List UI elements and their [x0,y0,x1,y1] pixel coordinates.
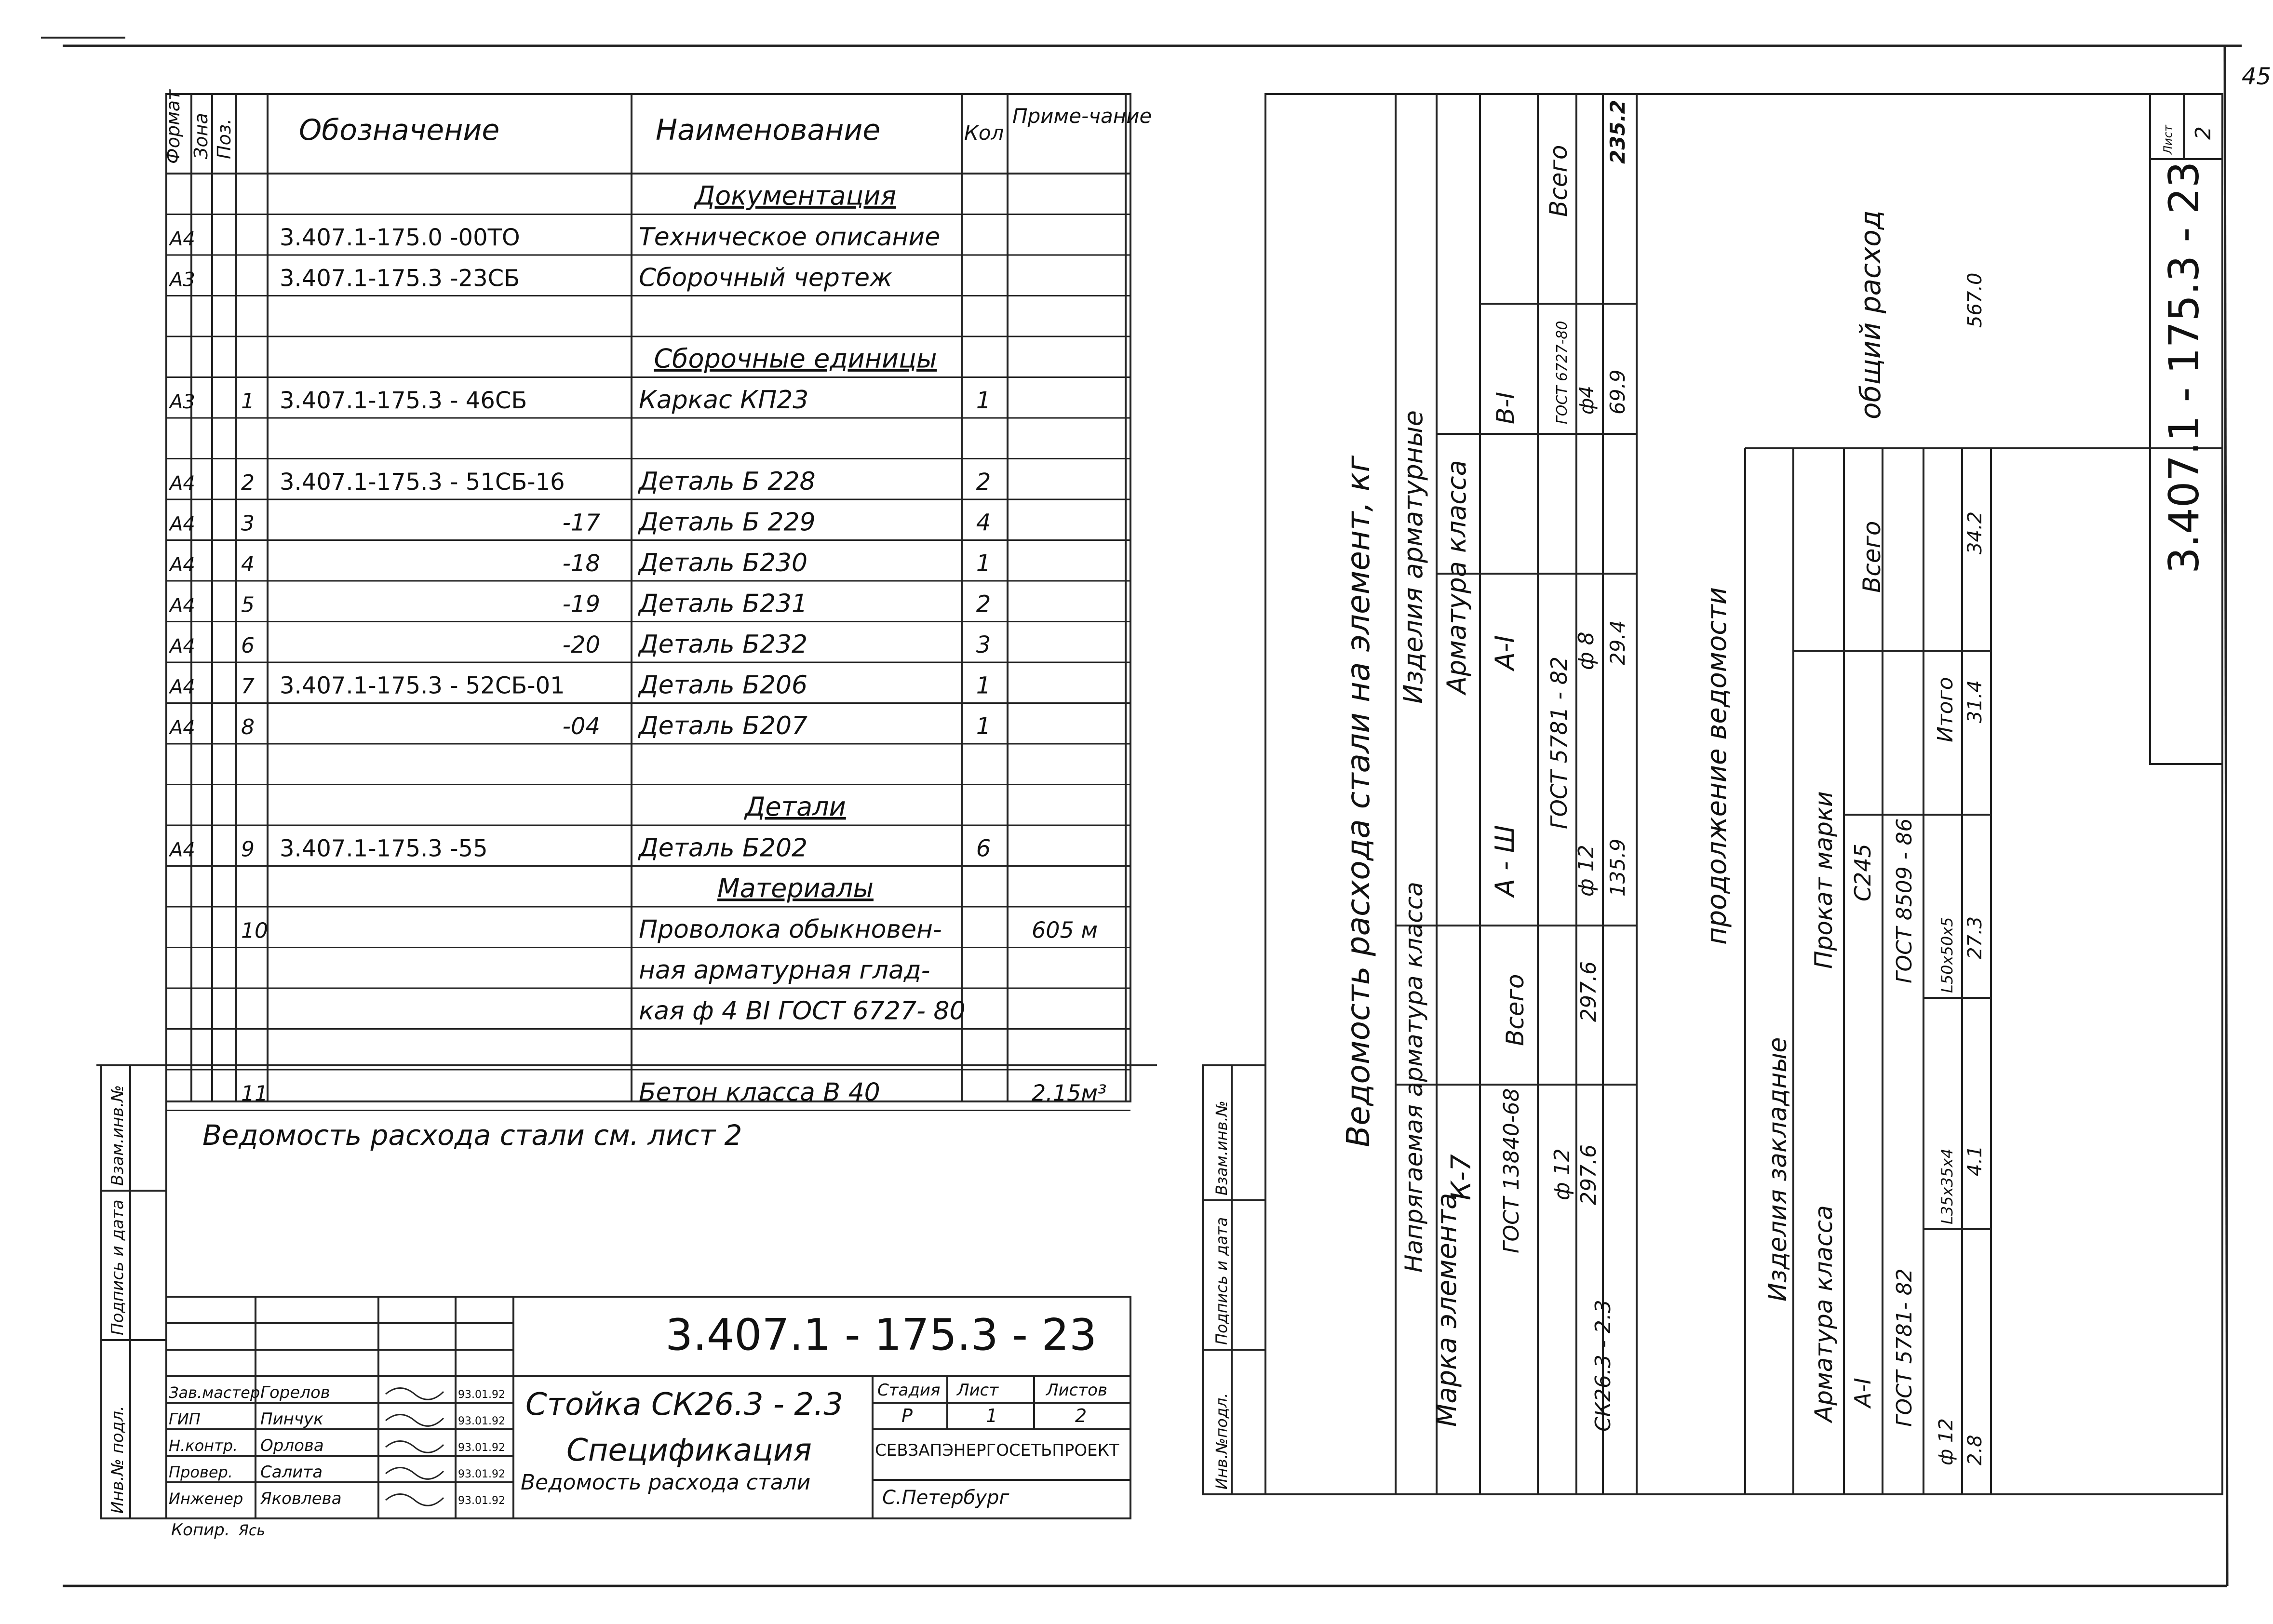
row-qty: 2 [976,469,991,496]
class-a1: А-I [1490,635,1520,670]
spec-rows [168,181,1107,1107]
row-qty: 1 [976,387,991,414]
signer-name: Яковлева [260,1489,342,1508]
steel-table-text [1340,100,2216,1465]
row-qty: 4 [976,509,991,537]
dia-4: ф4 [1576,386,1598,415]
rolled-header: Прокат марки [1810,791,1838,969]
row-name: Деталь Б202 [639,833,808,863]
prestressed-class: К-7 [1446,1154,1477,1200]
prestressed-total: 297.6 [1576,961,1601,1022]
row-name: Деталь Б206 [639,671,808,700]
row-pos: 8 [241,715,255,739]
spec-table-grid [96,94,1157,1101]
organization: СЕВЗАПЭНЕРГОСЕТЬПРОЕКТ [875,1441,1119,1460]
class-b1: В-I [1492,391,1520,424]
row-pos: 11 [241,1081,268,1106]
row-name: Деталь Б230 [639,549,808,577]
right-sheet-no: 2 [2191,126,2216,140]
rebar-header: Изделия арматурные [1398,410,1428,704]
row-designation: -20 [562,631,600,658]
sheet-value: 1 [986,1405,998,1426]
signature-mark [386,1468,444,1479]
row-pos: 7 [241,674,255,699]
right-sheet-label: Лист [2161,125,2175,154]
row-format: А4 [170,594,195,617]
prestressed-value: 297.6 [1576,1144,1601,1205]
sign-date: 93.01.92 [458,1389,505,1401]
role-label: Н.контр. [169,1436,238,1455]
stamp-vzam-inv: Взам.инв.№ [108,1085,127,1186]
col-name-header: Наименование [656,113,881,147]
product-name: Стойка СК26.3 - 2.3 [525,1387,844,1423]
prestressed-gost: ГОСТ 13840-68 [1499,1088,1524,1253]
embed-a1: А-I [1850,1378,1876,1408]
row-qty: 1 [976,550,991,577]
row-qty: 6 [976,835,991,862]
role-label: Зав.мастер. [169,1383,265,1402]
row-designation: -17 [562,509,600,537]
row-pos: 9 [241,837,255,862]
row-name: кая ф 4 ВI ГОСТ 6727- 80 [639,996,966,1026]
row-section-title: Детали [745,792,846,822]
prestressed-header: Напрягаемая арматура класса [1400,882,1428,1273]
embed-total-label: Всего [1858,521,1886,593]
signer-name: Орлова [260,1436,324,1455]
signature-mark [386,1494,444,1506]
row-note: 2.15м³ [1032,1080,1107,1106]
embed-total: 34.2 [1964,511,1986,554]
dia-8: ф 8 [1574,631,1599,670]
col-note-header: Приме-чание [1012,104,1152,128]
signature-mark [386,1415,444,1426]
city: С.Петербург [882,1487,1009,1509]
col-zone-header: Зона [190,113,212,159]
signature-mark [386,1388,444,1400]
r-stamp-vzam-inv: Взам.инв.№ [1212,1101,1231,1195]
row-section-title: Документация [695,180,896,211]
row-designation: -18 [562,550,600,577]
row-name: Сборочный чертеж [639,263,892,293]
angle-50: L50х50х5 [1938,917,1956,993]
subtotal-label: Итого [1933,677,1958,742]
row-designation: -19 [562,591,600,618]
stage-value: Р [901,1405,913,1426]
row-format: А4 [170,554,195,576]
row-format: А3 [170,391,195,413]
embed-header: Изделия закладные [1763,1037,1792,1302]
row-pos: 3 [241,511,255,536]
r-stamp-sign-date: Подпись и дата [1212,1217,1231,1345]
stamp-sign-date: Подпись и дата [108,1199,127,1335]
col-qty-header: Кол [964,121,1004,145]
row-name: Проволока обыкновен- [639,915,942,944]
col-format-header: Формат [162,89,184,164]
col-designation-header: Обозначение [299,113,500,147]
row-pos: 2 [241,470,255,495]
angle-35-val: 4.1 [1964,1145,1986,1176]
sign-date: 93.01.92 [458,1415,505,1427]
sheets-label: Листов [1046,1381,1108,1400]
row-format: А4 [170,839,195,861]
row-name: Техническое описание [639,223,941,252]
row-pos: 6 [241,633,255,658]
row-pos: 1 [241,389,255,414]
row-name: ная арматурная глад- [639,956,930,985]
row-pos: 5 [241,592,255,617]
page-corner-number: 45 [2242,63,2272,90]
row-qty: 1 [976,672,991,699]
r-stamp-inv-podl: Инв.№подл. [1212,1393,1231,1490]
doc-subtitle: Ведомость расхода стали [521,1470,811,1495]
val-8: 29.4 [1606,620,1629,665]
row-designation: -04 [562,713,600,740]
role-label: ГИП [169,1410,201,1428]
row-section-title: Материалы [717,873,874,903]
row-format: А4 [170,228,195,250]
copied-label: Копир. [171,1520,230,1540]
embed-rebar: Арматура класса [1810,1205,1838,1422]
copied-signature: Ясь [239,1522,266,1539]
mark-header: Марка элемента [1431,1193,1463,1427]
doc-title: Спецификация [566,1433,812,1468]
row-pos: 4 [241,552,255,577]
stage-label: Стадия [877,1381,941,1400]
gost-5781: ГОСТ 5781 - 82 [1546,656,1572,829]
signer-name: Салита [260,1463,323,1482]
row-note: 605 м [1032,917,1098,943]
val-12: 135.9 [1606,838,1629,897]
row-format: А4 [170,513,195,536]
subtotal-val: 31.4 [1964,680,1986,723]
signer-name: Пинчук [260,1409,323,1429]
angle-50-val: 27.3 [1964,916,1986,959]
row-qty: 3 [976,631,991,658]
right-sheet [1203,94,2222,1494]
dia-12: ф 12 [1574,845,1599,897]
row-name: Деталь Б231 [639,589,808,618]
embed-gost: ГОСТ 5781- 82 [1892,1268,1917,1427]
row-name: Деталь Б 229 [639,508,816,537]
rebar-sub: Арматура класса [1441,460,1472,694]
row-name: Бетон класса В 40 [639,1078,880,1107]
signer-name: Горелов [260,1383,330,1402]
row-format: А4 [170,717,195,739]
col-pos-header: Поз. [214,118,235,159]
sheet-label: Лист [957,1381,999,1400]
overall-val: 567.0 [1964,272,1986,328]
row-pos: 10 [241,918,268,943]
row-designation: 3.407.1-175.3 -23СБ [280,265,520,292]
rebar-total-label: Всего [1545,145,1573,217]
right-doc-code: 3.407.1 - 175.3 - 23 [2160,161,2208,574]
row-format: А3 [170,268,195,291]
rolled-gost: ГОСТ 8509 - 86 [1892,818,1917,983]
row-name: Каркас КП23 [639,386,809,415]
continuation-label: продолжение ведомости [1701,587,1733,945]
row-qty: 1 [976,713,991,740]
steel-table-grid [1265,94,2222,1494]
sheets-value: 2 [1075,1405,1087,1426]
gost-6727: ГОСТ 6727-80 [1554,321,1571,424]
row-designation: 3.407.1-175.3 - 51СБ-16 [280,469,565,496]
role-label: Инженер [169,1490,243,1508]
overall-label: общий расход [1854,210,1887,419]
row-designation: 3.407.1-175.3 - 46СБ [280,387,527,414]
mark-value: СК26.3 - 2.3 [1591,1300,1615,1432]
row-designation: 3.407.1-175.3 - 52СБ-01 [280,672,565,699]
row-section-title: Сборочные единицы [654,343,937,374]
row-designation: 3.407.1-175.3 -55 [280,835,488,862]
prestressed-dia: ф 12 [1550,1148,1574,1200]
rolled-grade: С245 [1850,844,1876,901]
row-format: А4 [170,472,195,495]
role-label: Провер. [169,1463,233,1481]
class-a3: А - Ш [1490,825,1520,897]
row-designation: 3.407.1-175.0 -00ТО [280,224,520,251]
row-name: Деталь Б 228 [639,467,816,496]
rebar-total: 235.2 [1606,100,1629,164]
embed-val: 2.8 [1964,1435,1986,1465]
val-4: 69.9 [1606,369,1629,415]
angle-35: L35х35х4 [1938,1148,1956,1224]
steel-table-title: Ведомость расхода стали на элемент, кг [1340,455,1377,1147]
sign-date: 93.01.92 [458,1442,505,1454]
row-qty: 2 [976,591,991,618]
signature-mark [386,1441,444,1453]
title-code: 3.407.1 - 175.3 - 23 [665,1310,1097,1360]
embed-dia: ф 12 [1935,1418,1957,1465]
steel-note: Ведомость расхода стали см. лист 2 [202,1119,742,1152]
row-format: А4 [170,676,195,698]
sign-date: 93.01.92 [458,1468,505,1480]
sign-date: 93.01.92 [458,1495,505,1507]
row-name: Деталь Б207 [639,711,808,740]
prestressed-total-label: Всего [1501,974,1529,1046]
row-format: А4 [170,635,195,658]
left-sheet [96,89,1157,1540]
stamp-inv-podl: Инв.№ подл. [108,1406,127,1514]
row-name: Деталь Б232 [639,630,808,659]
